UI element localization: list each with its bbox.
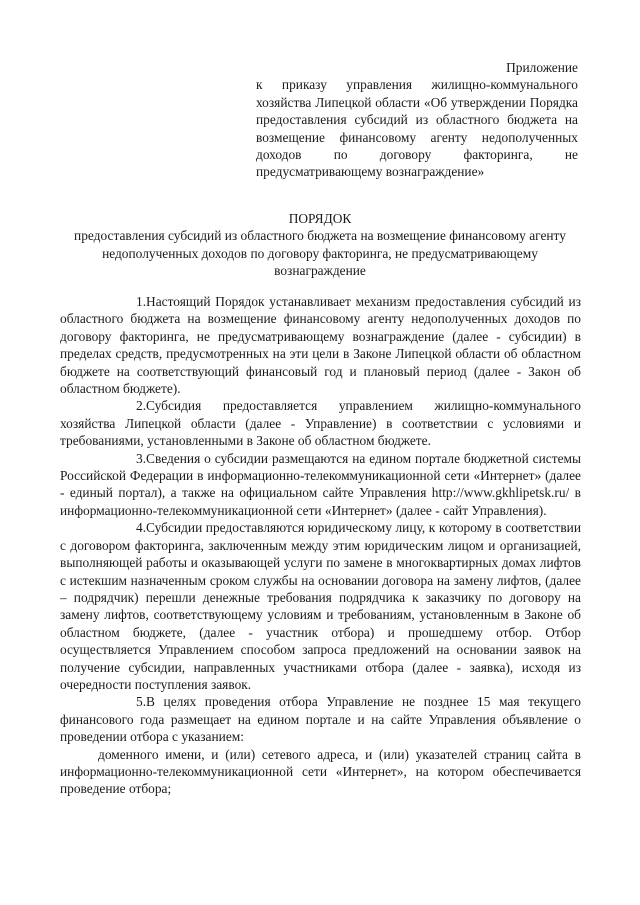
document-body <box>60 293 581 798</box>
paragraph-text: Субсидия предоставляется управлением жилищно-коммунального хозяйства Липецкой области (далее - Управление) в соответствии с условиями и требованиями, установленными в Законе об областном бюджете. <box>60 398 581 449</box>
appendix-title: Приложение <box>506 60 578 75</box>
paragraph-text: Субсидии предоставляются юридическому лицу, к которому в соответствии с договором факторинга, заключенным между этим юридическим лицом и организацией, выполняющей работы и оказывающей услуги по замене в многоквартирных домах лифтов с истекшим назначенным сроком службы на основании договора на замену лифтов, (далее – подрядчик) перешли денежные требования подрядчика к заказчику по договору на замену лифтов, соответствующему условиям и требованиям, установленным в Законе об областном бюджете, (далее - участник отбора) и прошедшему отбор. Отбор осуществляется Управлением способом запроса предложений на основании заявок на получение субсидии, направленных участниками отбора (далее - заявка), исходя из очередности поступления заявок. <box>60 520 581 692</box>
paragraph-5-item-1 <box>60 746 581 798</box>
document-title: ПОРЯДОК <box>288 211 352 226</box>
paragraph-text: доменного имени, и (или) сетевого адреса, и (или) указателей страниц сайта в информационно-телекоммуникационной сети «Интернет», на котором обеспечивается проведение отбора; <box>60 746 581 797</box>
paragraph-text: Сведения о субсидии размещаются на едином портале бюджетной системы Российской Федерации в информационно-телекоммуникационной сети «Интернет» (далее - единый портал), а также на официальном сайте Управления http://www.gkhlipetsk.ru/ в информационно-телекоммуникационной сети «Интернет» (далее - сайт Управления). <box>60 450 581 518</box>
paragraph-number: 2. <box>136 398 147 414</box>
document-subtitle: предоставления субсидий из областного бюджета на возмещение финансовому агенту недополученных доходов по договору факторинга, не предусматривающему вознаграждение <box>74 228 566 279</box>
appendix-body: к приказу управления жилищно-коммунального хозяйства Липецкой области «Об утверждении Порядка предоставления субсидий из областного бюджета на возмещение финансовому агенту недополученных доходов по договору факторинга, не предусматривающему вознаграждение» <box>256 77 578 180</box>
paragraph-number: 3. <box>136 450 147 466</box>
paragraph-1 <box>60 293 581 397</box>
document-heading <box>60 210 580 280</box>
paragraph-number: 5. <box>136 694 147 710</box>
paragraph-5 <box>60 693 581 745</box>
paragraph-number: 1. <box>136 294 147 309</box>
appendix-block <box>256 59 578 181</box>
paragraph-2 <box>60 397 581 449</box>
paragraph-4 <box>60 519 581 693</box>
paragraph-number: 4. <box>136 520 147 536</box>
paragraph-text: В целях проведения отбора Управление не позднее 15 мая текущего финансового года размещает на едином портале и на сайте Управления объявление о проведении отбора с указанием: <box>60 694 581 745</box>
paragraph-3 <box>60 450 581 520</box>
paragraph-text: Настоящий Порядок устанавливает механизм предоставления субсидий из областного бюджета на возмещение финансовому агенту недополученных доходов по договору факторинга, не предусматривающему вознаграждение (далее - субсидии) в пределах средств, предусмотренных на эти цели в Законе Липецкой области об областном бюджете на соответствующий финансовый год и плановый период (далее - Закон об областном бюджете). <box>60 294 581 397</box>
